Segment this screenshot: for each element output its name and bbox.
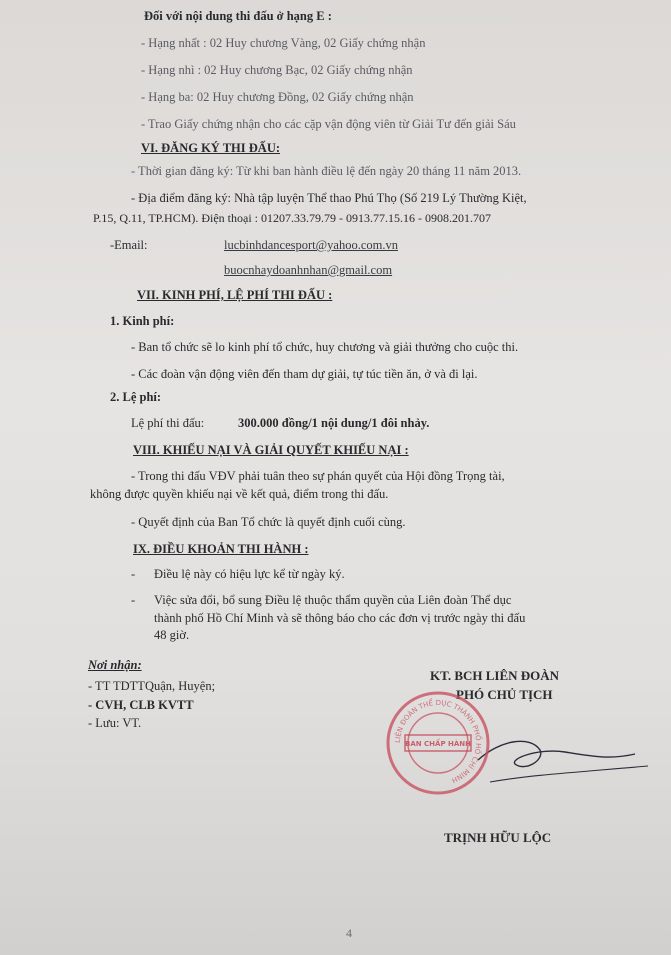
award-item: - Hạng ba: 02 Huy chương Đồng, 02 Giấy chứng nhận [141,90,414,104]
recipients-label: Nơi nhận: [88,658,142,672]
complaint-line2: không được quyền khiếu nại về kết quả, điểm trong thi đấu. [90,487,389,501]
award-item: - Hạng nhì : 02 Huy chương Bạc, 02 Giấy chứng nhận [141,63,413,77]
section-vi-heading: VI. ĐĂNG KÝ THI ĐẤU: [141,141,281,155]
email-label: -Email: [110,238,148,252]
registration-time: - Thời gian đăng ký: Từ khi ban hành điều lệ đến ngày 20 tháng 11 năm 2013. [131,164,522,178]
provision-2-line3: 48 giờ. [154,628,190,642]
signatory-title-1: KT. BCH LIÊN ĐOÀN [430,668,560,683]
award-item: - Trao Giấy chứng nhận cho các cặp vận động viên từ Giải Tư đến giải Sáu [141,117,516,131]
bullet-dash: - [131,593,136,607]
section-vii-heading: VII. KINH PHÍ, LỆ PHÍ THI ĐẤU : [137,288,333,302]
email-link-1[interactable]: lucbinhdancesport@yahoo.com.vn [224,238,398,252]
stamp-ring-text: LIÊN ĐOÀN THỂ DỤC THÀNH PHỐ HỒ CHÍ MINH [393,698,483,785]
recipient-item: - CVH, CLB KVTT [88,698,194,712]
stamp-center-text: BAN CHẤP HÀNH [404,740,472,748]
registration-place-line2: P.15, Q.11, TP.HCM). Điện thoại : 01207.33.79.79 - 0913.77.15.16 - 0908.201.707 [93,211,492,225]
fee-label: Lệ phí thi đấu: [131,416,205,430]
handwritten-signature [470,720,650,800]
complaint-line1: - Trong thi đấu VĐV phải tuân theo sự phán quyết của Hội đồng Trọng tài, [131,469,505,483]
provision-2-line1: Việc sửa đổi, bổ sung Điều lệ thuộc thẩm quyền của Liên đoàn Thể dục [154,593,512,607]
page-number: 4 [346,926,352,940]
registration-place-line1: - Địa điểm đăng ký: Nhà tập luyện Thể thao Phú Thọ (Số 219 Lý Thường Kiệt, [131,191,527,205]
section-ix-heading: IX. ĐIỀU KHOẢN THI HÀNH : [133,542,309,556]
signatory-title-2: PHÓ CHỦ TỊCH [456,687,553,702]
recipient-item: - TT TDTTQuận, Huyện; [88,679,216,693]
kinh-phi-line1: - Ban tổ chức sẽ lo kinh phí tổ chức, huy chương và giải thưởng cho cuộc thi. [131,340,519,354]
provision-1: Điều lệ này có hiệu lực kể từ ngày ký. [154,567,345,581]
le-phi-subheading: 2. Lệ phí: [110,390,162,404]
complaint-line3: - Quyết định của Ban Tổ chức là quyết định cuối cùng. [131,515,406,529]
fee-value: 300.000 đồng/1 nội dung/1 đôi nhảy. [238,416,430,430]
section-viii-heading: VIII. KHIẾU NẠI VÀ GIẢI QUYẾT KHIẾU NẠI : [133,443,409,457]
signatory-name: TRỊNH HỮU LỘC [444,830,552,845]
recipient-item: - Lưu: VT. [88,716,142,730]
kinh-phi-subheading: 1. Kinh phí: [110,314,175,328]
award-item: - Hạng nhất : 02 Huy chương Vàng, 02 Giấy chứng nhận [141,36,426,50]
bullet-dash: - [131,567,136,581]
provision-2-line2: thành phố Hồ Chí Minh và sẽ thông báo cho các đơn vị trước ngày thi đấu [154,611,526,625]
email-link-2[interactable]: buocnhaydoanhnhan@gmail.com [224,263,393,277]
kinh-phi-line2: - Các đoàn vận động viên đến tham dự giải, tự túc tiền ăn, ở và đi lại. [131,367,478,381]
official-stamp [383,688,493,798]
section-e-intro: Đối với nội dung thi đấu ở hạng E : [144,9,332,23]
